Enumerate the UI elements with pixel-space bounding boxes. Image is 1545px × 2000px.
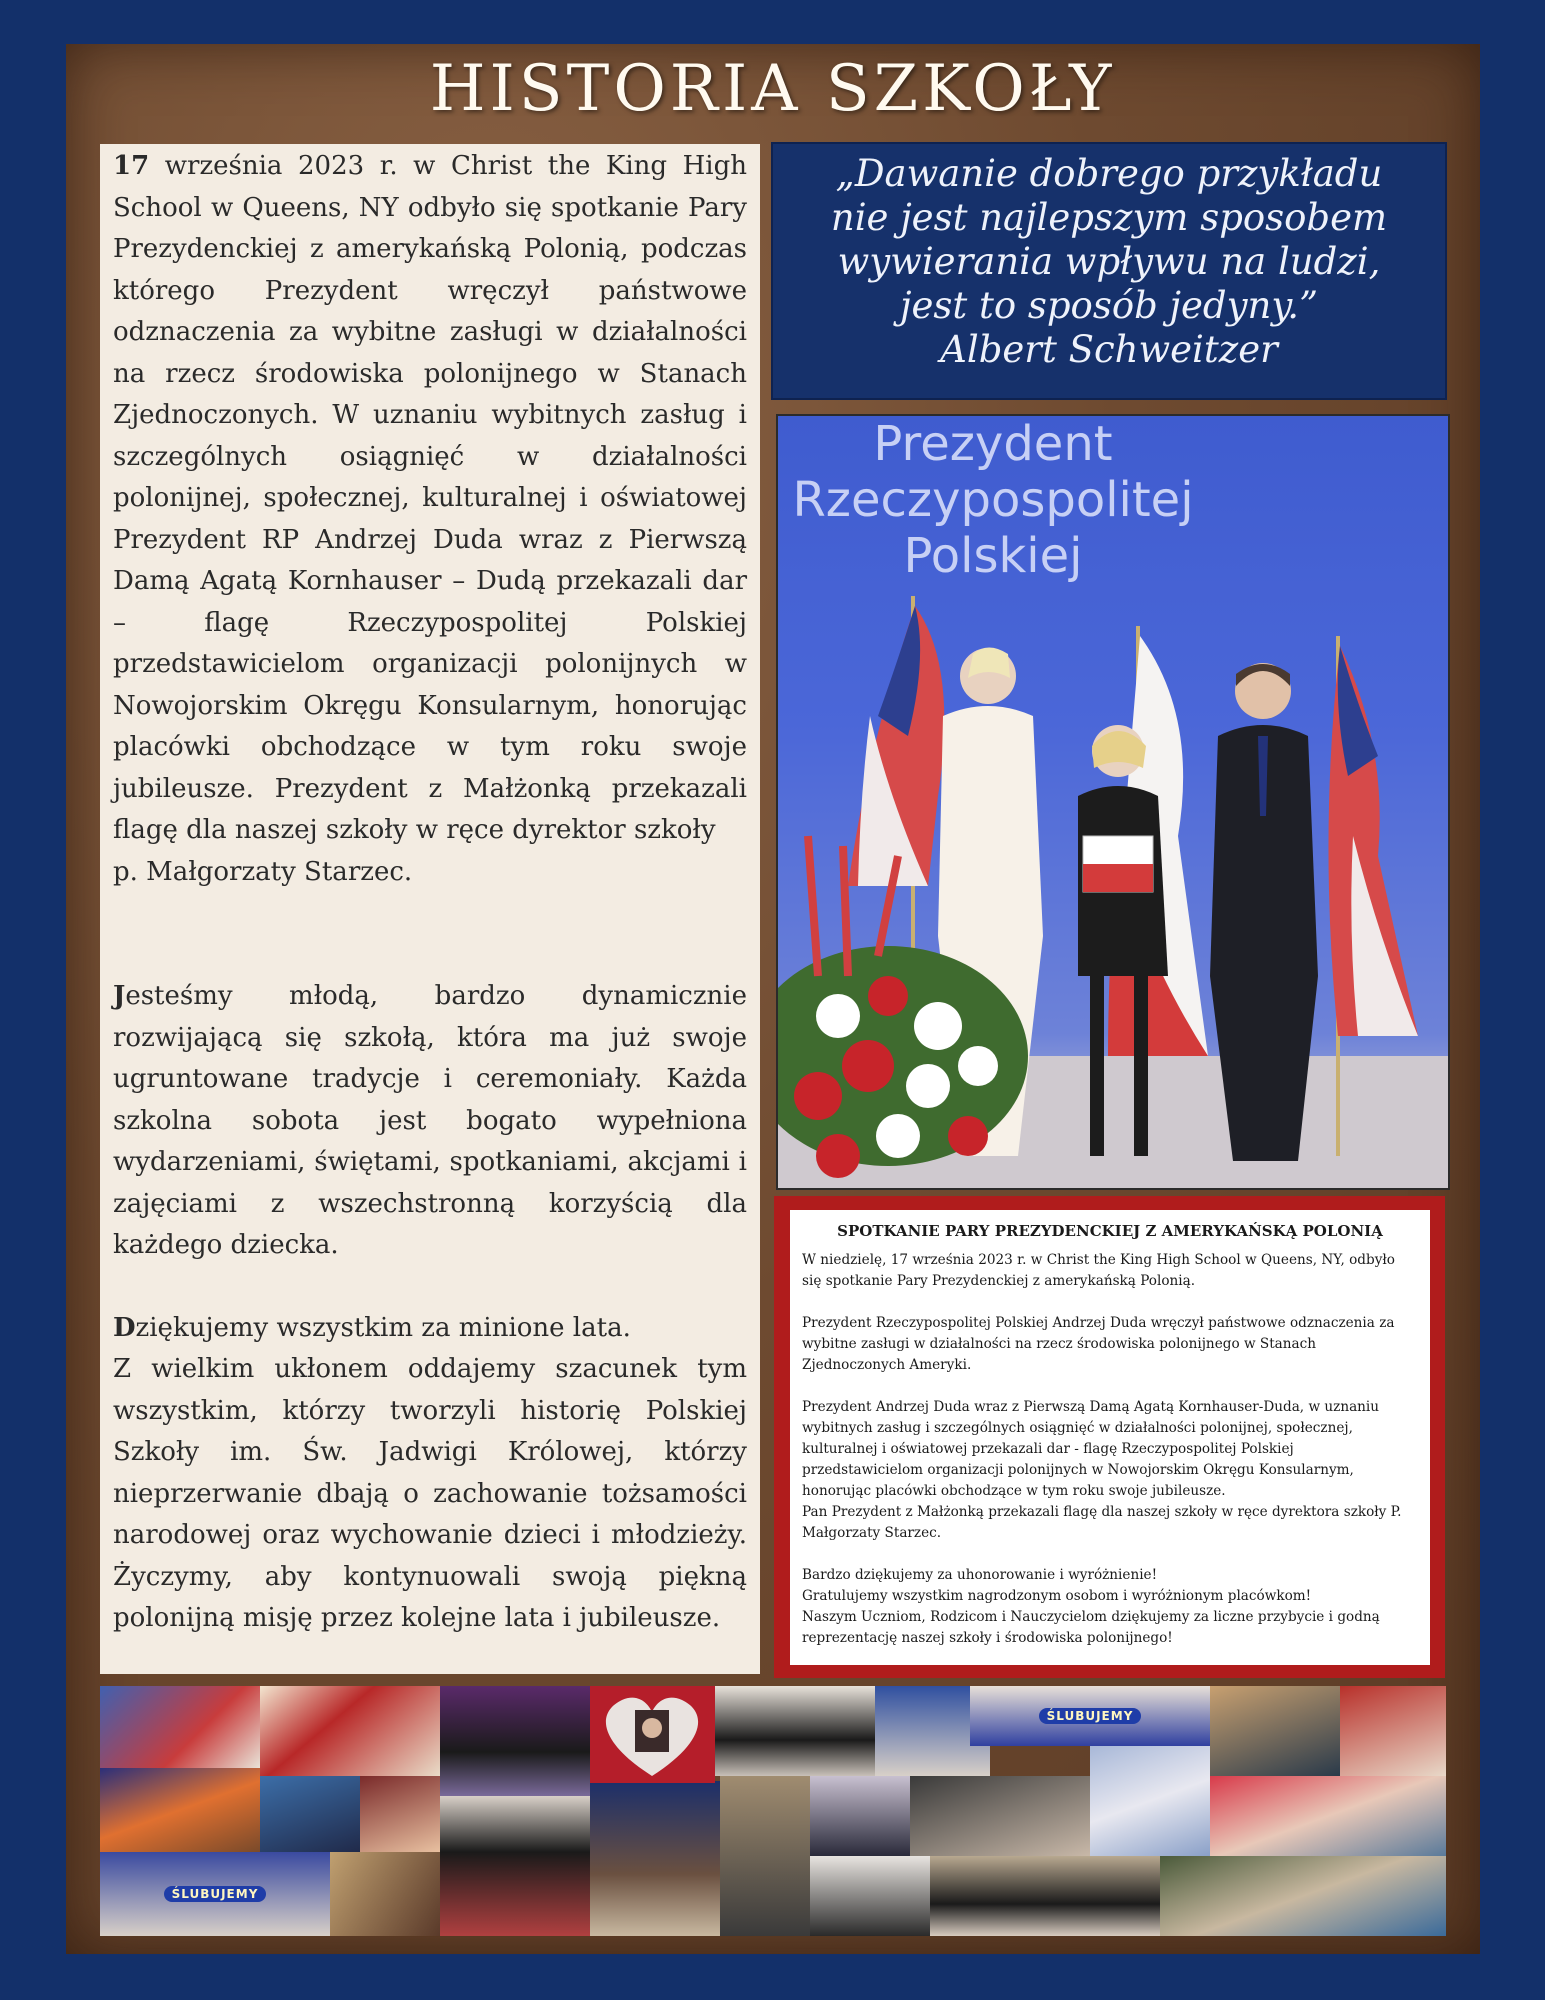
photo-collage	[100, 1686, 1446, 1936]
paragraph-3-line1: Dziękujemy wszystkim za minione lata.	[113, 1312, 631, 1343]
collage-photo	[100, 1852, 330, 1936]
dropcap: 17	[113, 151, 150, 181]
paragraph-3: Z wielkim ukłonem oddajemy szacunek tym wszystkim, którzy tworzyli historię Polskiej Szkoły im. Św. Jadwigi Królowej, którzy nieprzerwanie dbają o zachowanie tożsamości narodowej oraz wychowanie dzieci i młodzieży. Życzymy, aby kontynuowali swoją piękną polonijną misję przez kolejne lata i jubileusze.	[113, 1354, 747, 1633]
ceremony-photo	[776, 414, 1450, 1190]
dropcap: D	[113, 1312, 136, 1343]
collage-photo	[930, 1856, 1160, 1936]
collage-photo	[810, 1776, 910, 1856]
quote-author: Albert Schweitzer	[940, 328, 1278, 371]
quote-line: nie jest najlepszym sposobem	[830, 196, 1388, 239]
collage-photo	[100, 1768, 260, 1852]
us-flag-left-icon	[848, 596, 944, 976]
photo-banner-text: Prezydent Rzeczypospolitej Polskiej	[792, 416, 1194, 584]
paragraph-1: 17 września 2023 r. w Christ the King High School w Queens, NY odbyło się spotkanie Pary Prezydenckiej z amerykańską Polonią, podczas którego Prezydent wręczył państwowe odznaczenia za wybitne zasługi w działalności na rzecz środowiska polonijnego w Stanach Zjednoczonych. W uznaniu wybitnych zasług i szczególnych osiągnięć w działalności polonijnej, społecznej, kulturalnej i oświatowej Prezydent RP Andrzej Duda wraz z Pierwszą Damą Agatą Kornhauser – Dudą przekazali dar – flagę Rzeczypospolitej Polskiej przedstawicielom organizacji polonijnych w Nowojorskim Okręgu Konsularnym, honorując placówki obchodzące w tym roku swoje jubileusze. Prezydent z Małżonką przekazali flagę dla naszej szkoły w ręce dyrektor szkoły	[113, 151, 747, 845]
dropcap: J	[113, 981, 126, 1011]
collage-photo	[1340, 1686, 1446, 1776]
news-paragraph: Prezydent Rzeczypospolitej Polskiej Andrzej Duda wręczył państwowe odznaczenia za wybitne zasługi w działalności na rzecz środowiska polonijnego w Stanach Zjednoczonych Ameryki.	[802, 1315, 1395, 1373]
collage-photo	[715, 1686, 875, 1776]
paragraph-2: Jesteśmy młodą, bardzo dynamicznie rozwijającą się szkołą, która ma już swoje ugruntowane tradycje i ceremoniały. Każda szkolna sobota jest bogato wypełniona wydarzeniami, świętami, spotkaniami, akcjami i zajęciami z wszechstronną korzyścią dla każdego dziecka.	[113, 981, 747, 1260]
collage-photo	[1160, 1856, 1446, 1936]
collage-photo	[440, 1686, 590, 1796]
slubujemy-banner: ŚLUBUJEMY	[1039, 1708, 1142, 1724]
collage-photo	[810, 1856, 930, 1936]
collage-photo	[100, 1686, 260, 1768]
collage-photo	[590, 1781, 720, 1936]
heart-icon	[590, 1688, 715, 1783]
collage-photo	[720, 1776, 810, 1936]
paragraph-1-end: p. Małgorzaty Starzec.	[113, 856, 413, 887]
collage-photo	[260, 1686, 440, 1776]
ceremony-illustration	[778, 416, 1448, 1188]
collage-photo	[260, 1776, 360, 1852]
collage-photo	[1210, 1776, 1446, 1856]
news-card-title: SPOTKANIE PARY PREZYDENCKIEJ Z AMERYKAŃSKĄ POLONIĄ	[837, 1222, 1383, 1240]
left-article	[113, 146, 747, 1640]
president-figure	[1210, 663, 1318, 1161]
quote-line: „Dawanie dobrego przykładu	[835, 152, 1383, 195]
collage-photo	[360, 1776, 440, 1852]
news-paragraph: W niedzielę, 17 września 2023 r. w Christ the King High School w Queens, NY, odbyło się spotkanie Pary Prezydenckiej z amerykańską Polonią.	[802, 1252, 1395, 1289]
collage-photo	[440, 1796, 590, 1936]
collage-photo	[1210, 1686, 1340, 1776]
page-title: HISTORIA SZKOŁY	[429, 52, 1116, 126]
quote	[773, 152, 1445, 372]
news-paragraph: Prezydent Andrzej Duda wraz z Pierwszą Damą Agatą Kornhauser-Duda, w uznaniu wybitnych zasług i szczególnych osiągnięć w działalności polonijnej, społecznej, kulturalnej i oświatowej przekazali dar - flagę Rzeczypospolitej Polskiej przedstawicielom organizacji polonijnych w Nowojorskim Okręgu Konsularnym, honorując placówki obchodzące w tym roku swoje jubileusze. Pan Prezydent z Małżonką przekazali flagę dla naszej szkoły w ręce dyrektora szkoły P. Małgorzaty Starzec.	[802, 1399, 1402, 1541]
collage-photo	[330, 1852, 440, 1936]
slubujemy-banner: ŚLUBUJEMY	[164, 1886, 267, 1902]
collage-photo	[1090, 1746, 1210, 1856]
collage-photo	[970, 1686, 1210, 1746]
news-card-body	[802, 1250, 1414, 1670]
collage-photo	[910, 1776, 1090, 1856]
quote-line: jest to sposób jedyny.”	[899, 284, 1318, 327]
news-paragraph: Bardzo dziękujemy za uhonorowanie i wyróżnienie! Gratulujemy wszystkim nagrodzonym osobom i wyróżnionym placówkom! Naszym Uczniom, Rodzicom i Nauczycielom dziękujemy za liczne przybycie i godną reprezentację naszej szkoły i środowiska polonijnego!	[802, 1567, 1380, 1646]
quote-line: wywierania wpływu na ludzi,	[837, 240, 1381, 283]
